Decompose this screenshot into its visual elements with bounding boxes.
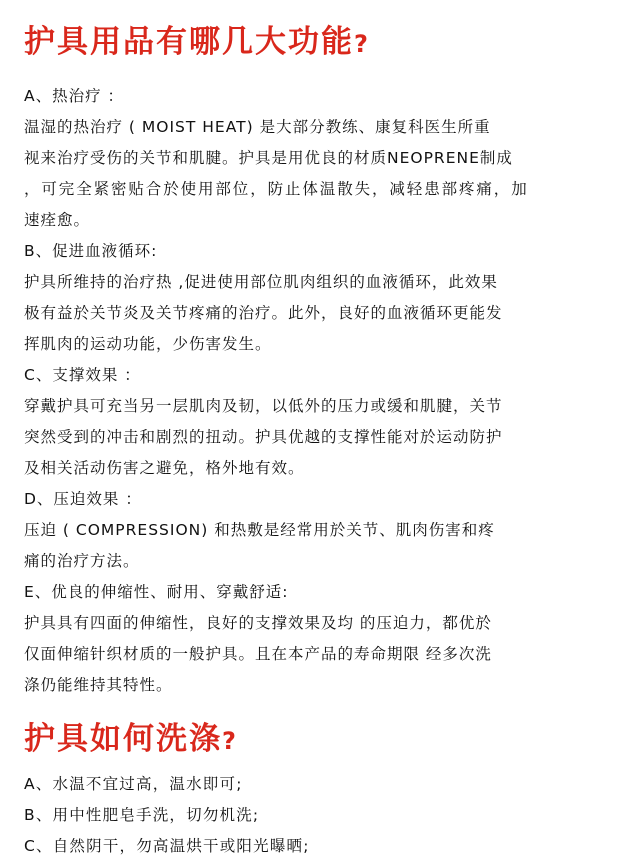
section-heading-a: A、热治疗 ： xyxy=(24,87,125,105)
washing-item-b: B、用中性肥皂手洗，切勿机洗; xyxy=(24,806,260,824)
section-heading-e: E、优良的伸缩性、耐用、穿戴舒适: xyxy=(24,583,289,601)
washing-title-mark: ? xyxy=(222,727,236,755)
functions-section xyxy=(24,81,618,701)
functions-title xyxy=(24,16,618,68)
functions-title-mark: ? xyxy=(354,30,368,58)
paragraph-a-line-2: 视来治疗受伤的关节和肌腱。护具是用优良的材质NEOPRENE制成 xyxy=(24,149,513,167)
paragraph-c-line-1: 穿戴护具可充当另一层肌肉及韧，以低外的压力或缓和肌腱，关节 xyxy=(24,397,503,415)
section-heading-b: B、促进血液循环: xyxy=(24,242,158,260)
washing-item-c: C、自然阴干，勿高温烘干或阳光曝晒; xyxy=(24,837,310,855)
paragraph-b-line-1: 护具所维持的治疗热 ,促进使用部位肌肉组织的血液循环，此效果 xyxy=(24,273,498,291)
washing-item-a: A、水温不宜过高，温水即可; xyxy=(24,775,243,793)
paragraph-d-line-2: 痛的治疗方法。 xyxy=(24,552,140,570)
paragraph-e-line-1: 护具具有四面的伸缩性，良好的支撑效果及均 的压迫力，都优於 xyxy=(24,614,492,632)
paragraph-e-line-3: 涤仍能维持其特性。 xyxy=(24,676,173,694)
washing-section xyxy=(24,769,618,862)
paragraph-c-line-2: 突然受到的冲击和剧烈的扭动。护具优越的支撑性能对於运动防护 xyxy=(24,428,503,446)
section-heading-d: D、压迫效果 ： xyxy=(24,490,142,508)
paragraph-a-line-3: ，可完全紧密贴合於使用部位，防止体温散失，减轻患部疼痛，加 xyxy=(24,180,529,198)
paragraph-c-line-3: 及相关活动伤害之避免，格外地有效。 xyxy=(24,459,305,477)
paragraph-d-line-1: 压迫 ( COMPRESSION) 和热敷是经常用於关节、肌肉伤害和疼 xyxy=(24,521,495,539)
paragraph-a-line-4: 速痊愈。 xyxy=(24,211,91,229)
paragraph-e-line-2: 仅面伸缩针织材质的一般护具。且在本产品的寿命期限 经多次洗 xyxy=(24,645,492,663)
document-page xyxy=(0,16,640,862)
washing-title xyxy=(24,717,618,761)
functions-title-text: 护具用品有哪几大功能 xyxy=(24,24,354,60)
paragraph-b-line-2: 极有益於关节炎及关节疼痛的治疗。此外，良好的血液循环更能发 xyxy=(24,304,503,322)
washing-title-text: 护具如何洗涤 xyxy=(24,721,222,757)
paragraph-b-line-3: 挥肌肉的运动功能，少伤害发生。 xyxy=(24,335,272,353)
paragraph-a-line-1: 温湿的热治疗 ( MOIST HEAT) 是大部分教练、康复科医生所重 xyxy=(24,118,491,136)
section-heading-c: C、支撑效果 ： xyxy=(24,366,141,384)
